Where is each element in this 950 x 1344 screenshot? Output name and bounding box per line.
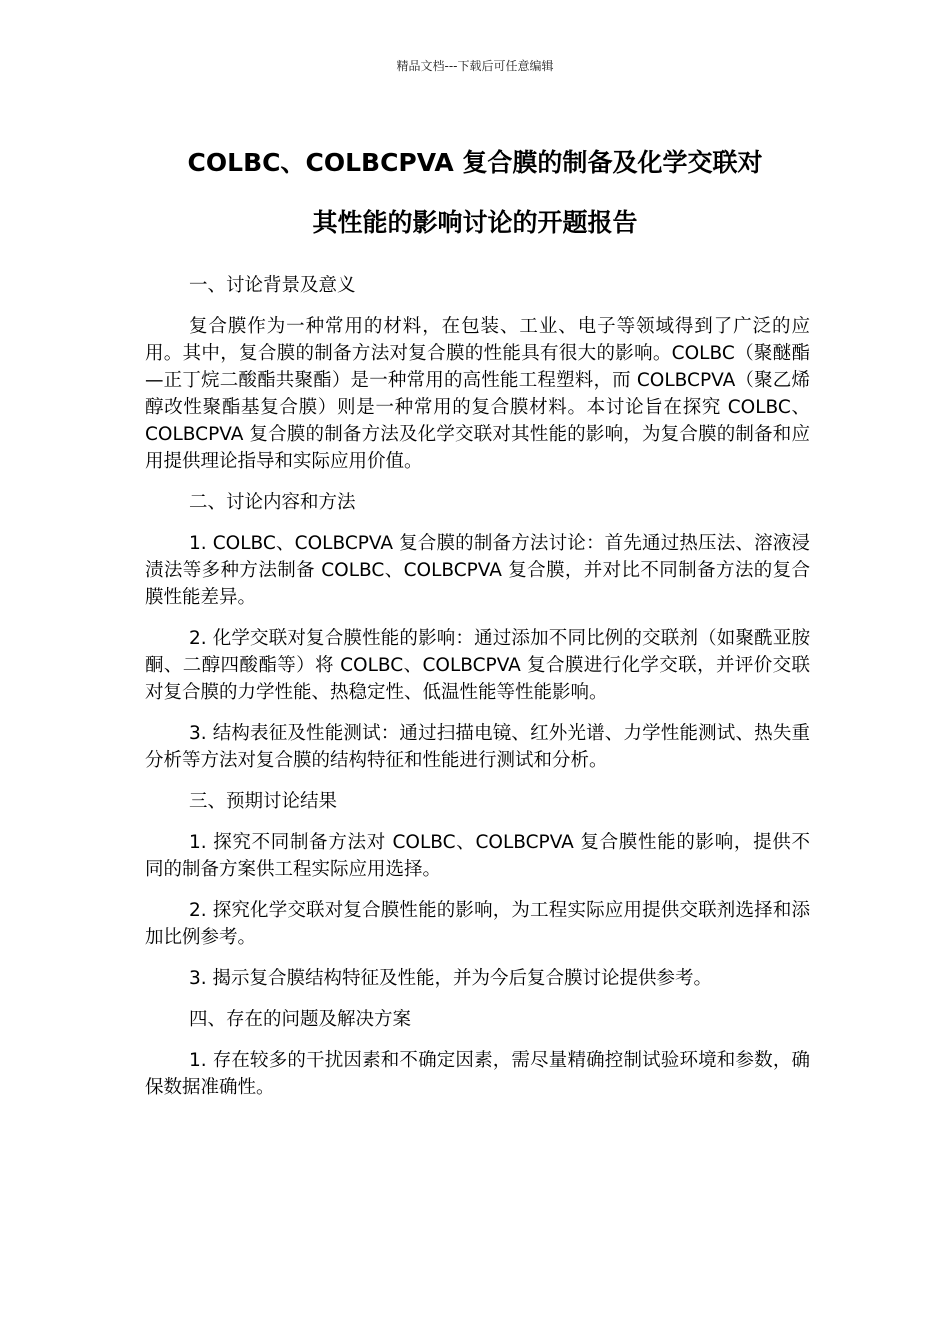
paragraph-background: 复合膜作为一种常用的材料，在包装、工业、电子等领域得到了广泛的应用。其中，复合膜的制备方法对复合膜的性能具有很大的影响。COLBC（聚醚酯—正丁烷二酸酯共聚酯）是一种常用的高性能工程塑料，而 COLBCPVA（聚乙烯醇改性聚酯基复合膜）则是一种常用的复合膜材料。本讨论旨在探究 COLBC、COLBCPVA 复合膜的制备方法及化学交联对其性能的影响，为复合膜的制备和应用提供理论指导和实际应用价值。 [145, 316, 810, 472]
section-heading-problems: 四、存在的问题及解决方案 [189, 1009, 412, 1030]
paragraph-result-3: 3. 揭示复合膜结构特征及性能，并为今后复合膜讨论提供参考。 [189, 968, 713, 989]
section-heading-content-methods: 二、讨论内容和方法 [189, 492, 356, 513]
paragraph-method-2: 2. 化学交联对复合膜性能的影响：通过添加不同比例的交联剂（如聚酰亚胺酮、二醇四酸酯等）将 COLBC、COLBCPVA 复合膜进行化学交联，并评价交联对复合膜的力学性能、热稳定性、低温性能等性能影响。 [145, 628, 810, 703]
section-heading-expected-results: 三、预期讨论结果 [189, 791, 338, 812]
header-note: 精品文档---下载后可任意编辑 [396, 59, 554, 73]
paragraph-method-3: 3. 结构表征及性能测试：通过扫描电镜、红外光谱、力学性能测试、热失重分析等方法对复合膜的结构特征和性能进行测试和分析。 [145, 723, 810, 771]
section-heading-background: 一、讨论背景及意义 [189, 275, 356, 296]
paragraph-result-2: 2. 探究化学交联对复合膜性能的影响，为工程实际应用提供交联剂选择和添加比例参考。 [145, 900, 810, 948]
document-body [145, 272, 810, 1115]
document-title [120, 133, 830, 253]
paragraph-problem-1: 1. 存在较多的干扰因素和不确定因素，需尽量精确控制试验环境和参数，确保数据准确性。 [145, 1050, 810, 1098]
paragraph-result-1: 1. 探究不同制备方法对 COLBC、COLBCPVA 复合膜性能的影响，提供不同的制备方案供工程实际应用选择。 [145, 832, 810, 880]
title-line-2: 其性能的影响讨论的开题报告 [312, 208, 638, 237]
title-line-1: COLBC、COLBCPVA 复合膜的制备及化学交联对 [187, 148, 763, 177]
paragraph-method-1: 1. COLBC、COLBCPVA 复合膜的制备方法讨论：首先通过热压法、溶液浸渍法等多种方法制备 COLBC、COLBCPVA 复合膜，并对比不同制备方法的复合膜性能差异。 [145, 533, 810, 608]
